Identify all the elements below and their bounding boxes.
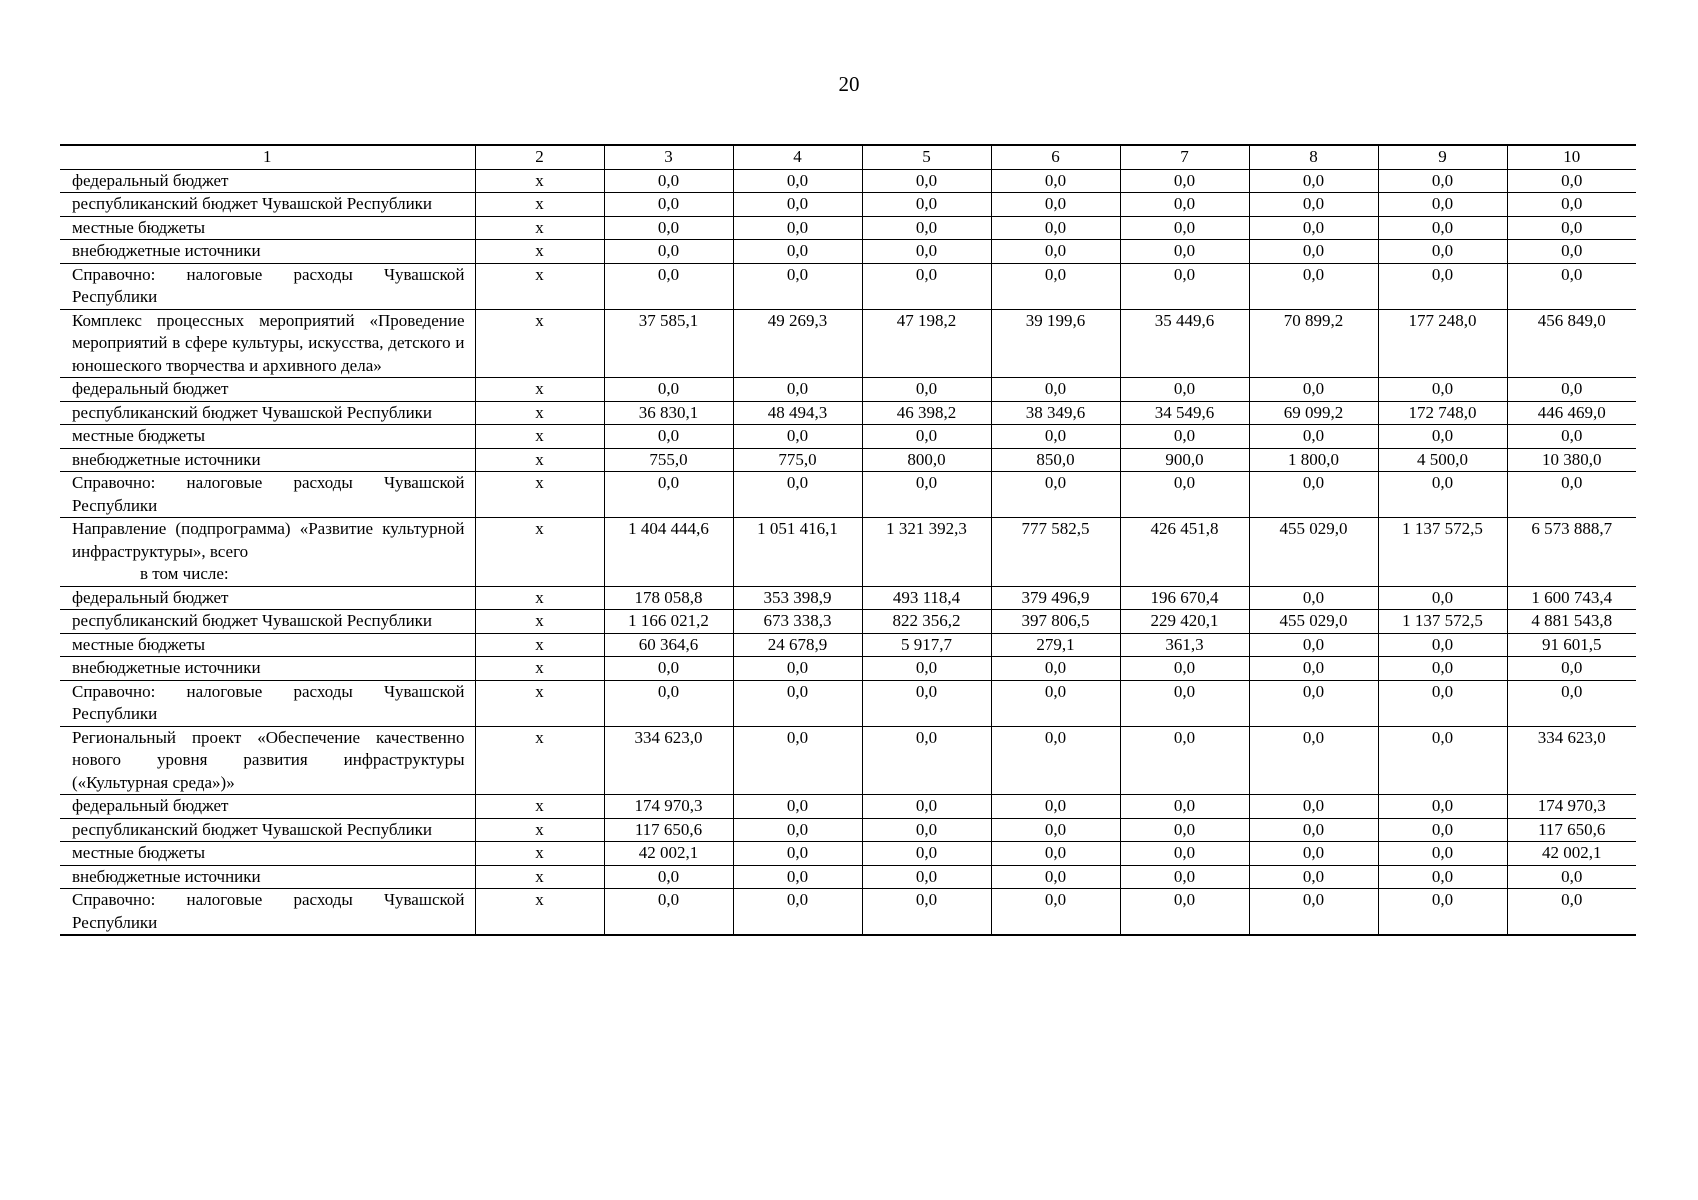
value-cell: 0,0 xyxy=(862,657,991,681)
row-label xyxy=(60,818,475,842)
value-cell: 0,0 xyxy=(991,818,1120,842)
value-cell: 0,0 xyxy=(862,818,991,842)
value-cell: 0,0 xyxy=(991,795,1120,819)
value-cell: 0,0 xyxy=(1378,169,1507,193)
value-cell: 0,0 xyxy=(1378,657,1507,681)
value-cell: 0,0 xyxy=(1249,795,1378,819)
value-cell: 0,0 xyxy=(862,889,991,936)
value-cell: 0,0 xyxy=(1249,657,1378,681)
col2-cell: х xyxy=(475,472,604,518)
value-cell: 0,0 xyxy=(733,378,862,402)
value-cell: 0,0 xyxy=(862,378,991,402)
table-row xyxy=(60,216,1636,240)
value-cell: 0,0 xyxy=(1120,472,1249,518)
value-cell: 0,0 xyxy=(991,889,1120,936)
col2-cell: х xyxy=(475,378,604,402)
value-cell: 397 806,5 xyxy=(991,610,1120,634)
value-cell: 24 678,9 xyxy=(733,633,862,657)
value-cell: 37 585,1 xyxy=(604,309,733,378)
row-label xyxy=(60,726,475,795)
value-cell: 174 970,3 xyxy=(604,795,733,819)
row-label-text: федеральный бюджет xyxy=(72,796,229,815)
value-cell: 0,0 xyxy=(1507,657,1636,681)
value-cell: 0,0 xyxy=(604,680,733,726)
value-cell: 1 166 021,2 xyxy=(604,610,733,634)
value-cell: 1 137 572,5 xyxy=(1378,518,1507,587)
value-cell: 850,0 xyxy=(991,448,1120,472)
value-cell: 0,0 xyxy=(862,842,991,866)
value-cell: 0,0 xyxy=(1378,586,1507,610)
value-cell: 0,0 xyxy=(862,795,991,819)
value-cell: 0,0 xyxy=(1249,240,1378,264)
value-cell: 0,0 xyxy=(1378,240,1507,264)
column-number-row xyxy=(60,145,1636,169)
table-row xyxy=(60,401,1636,425)
value-cell: 4 500,0 xyxy=(1378,448,1507,472)
value-cell: 0,0 xyxy=(1120,726,1249,795)
row-label xyxy=(60,657,475,681)
value-cell: 0,0 xyxy=(862,865,991,889)
row-label-text: местные бюджеты xyxy=(72,634,206,654)
value-cell: 0,0 xyxy=(1120,889,1249,936)
value-cell: 0,0 xyxy=(1120,378,1249,402)
value-cell: 0,0 xyxy=(1507,680,1636,726)
value-cell: 0,0 xyxy=(991,865,1120,889)
value-cell: 0,0 xyxy=(1249,633,1378,657)
value-cell: 117 650,6 xyxy=(604,818,733,842)
value-cell: 117 650,6 xyxy=(1507,818,1636,842)
col2-cell: х xyxy=(475,263,604,309)
row-label xyxy=(60,169,475,193)
value-cell: 47 198,2 xyxy=(862,309,991,378)
value-cell: 0,0 xyxy=(733,726,862,795)
row-label-text: Направление (подпрограмма) «Развитие культурной инфраструктуры», всего xyxy=(72,519,465,561)
value-cell: 34 549,6 xyxy=(1120,401,1249,425)
value-cell: 0,0 xyxy=(733,263,862,309)
row-label xyxy=(60,842,475,866)
value-cell: 0,0 xyxy=(991,193,1120,217)
value-cell: 446 469,0 xyxy=(1507,401,1636,425)
value-cell: 0,0 xyxy=(733,425,862,449)
value-cell: 0,0 xyxy=(1249,680,1378,726)
value-cell: 361,3 xyxy=(1120,633,1249,657)
value-cell: 0,0 xyxy=(1507,193,1636,217)
col2-cell: х xyxy=(475,633,604,657)
row-label-text: местные бюджеты xyxy=(72,217,206,237)
value-cell: 0,0 xyxy=(1378,842,1507,866)
row-label-text: Справочно: налоговые расходы Чувашской Республики xyxy=(72,890,465,932)
table-row xyxy=(60,633,1636,657)
value-cell: 0,0 xyxy=(1378,680,1507,726)
value-cell: 0,0 xyxy=(733,865,862,889)
value-cell: 0,0 xyxy=(604,216,733,240)
value-cell: 0,0 xyxy=(1120,169,1249,193)
value-cell: 755,0 xyxy=(604,448,733,472)
value-cell: 36 830,1 xyxy=(604,401,733,425)
row-label-text: федеральный бюджет xyxy=(72,587,229,607)
col2-cell: х xyxy=(475,726,604,795)
value-cell: 0,0 xyxy=(733,889,862,936)
value-cell: 10 380,0 xyxy=(1507,448,1636,472)
value-cell: 172 748,0 xyxy=(1378,401,1507,425)
value-cell: 1 051 416,1 xyxy=(733,518,862,587)
col2-cell: х xyxy=(475,842,604,866)
row-label xyxy=(60,610,475,634)
row-label xyxy=(60,401,475,425)
row-label xyxy=(60,633,475,657)
value-cell: 178 058,8 xyxy=(604,586,733,610)
value-cell: 0,0 xyxy=(1120,193,1249,217)
row-label xyxy=(60,378,475,402)
value-cell: 49 269,3 xyxy=(733,309,862,378)
value-cell: 48 494,3 xyxy=(733,401,862,425)
col2-cell: х xyxy=(475,216,604,240)
value-cell: 353 398,9 xyxy=(733,586,862,610)
value-cell: 279,1 xyxy=(991,633,1120,657)
value-cell: 42 002,1 xyxy=(1507,842,1636,866)
row-label-text: Региональный проект «Обеспечение качественно нового уровня развития инфраструктуры («Культурная среда»)» xyxy=(72,727,465,792)
value-cell: 0,0 xyxy=(1378,378,1507,402)
value-cell: 0,0 xyxy=(604,472,733,518)
row-label xyxy=(60,518,475,587)
value-cell: 0,0 xyxy=(604,889,733,936)
row-label-text: республиканский бюджет Чувашской Республики xyxy=(72,402,433,422)
column-number: 4 xyxy=(733,145,862,169)
value-cell: 0,0 xyxy=(1249,472,1378,518)
value-cell: 0,0 xyxy=(1120,680,1249,726)
value-cell: 0,0 xyxy=(1120,425,1249,449)
value-cell: 0,0 xyxy=(1507,263,1636,309)
table-row xyxy=(60,726,1636,795)
col2-cell: х xyxy=(475,818,604,842)
value-cell: 0,0 xyxy=(991,425,1120,449)
table-row xyxy=(60,309,1636,378)
value-cell: 0,0 xyxy=(1249,726,1378,795)
table-row xyxy=(60,586,1636,610)
value-cell: 0,0 xyxy=(1249,216,1378,240)
value-cell: 0,0 xyxy=(604,378,733,402)
value-cell: 0,0 xyxy=(991,472,1120,518)
column-number: 7 xyxy=(1120,145,1249,169)
value-cell: 379 496,9 xyxy=(991,586,1120,610)
value-cell: 0,0 xyxy=(991,842,1120,866)
value-cell: 0,0 xyxy=(1120,240,1249,264)
col2-cell: х xyxy=(475,240,604,264)
row-label xyxy=(60,309,475,378)
value-cell: 0,0 xyxy=(862,263,991,309)
row-label xyxy=(60,263,475,309)
value-cell: 0,0 xyxy=(1378,425,1507,449)
table-row xyxy=(60,842,1636,866)
value-cell: 900,0 xyxy=(1120,448,1249,472)
value-cell: 0,0 xyxy=(862,425,991,449)
value-cell: 69 099,2 xyxy=(1249,401,1378,425)
value-cell: 0,0 xyxy=(1249,169,1378,193)
value-cell: 70 899,2 xyxy=(1249,309,1378,378)
value-cell: 6 573 888,7 xyxy=(1507,518,1636,587)
value-cell: 0,0 xyxy=(1378,263,1507,309)
value-cell: 775,0 xyxy=(733,448,862,472)
value-cell: 0,0 xyxy=(1249,865,1378,889)
value-cell: 426 451,8 xyxy=(1120,518,1249,587)
value-cell: 0,0 xyxy=(862,472,991,518)
col2-cell: х xyxy=(475,518,604,587)
row-label-text: Справочно: налоговые расходы Чувашской Республики xyxy=(72,473,465,515)
table-body xyxy=(60,145,1636,935)
value-cell: 4 881 543,8 xyxy=(1507,610,1636,634)
value-cell: 174 970,3 xyxy=(1507,795,1636,819)
row-label xyxy=(60,865,475,889)
column-number: 6 xyxy=(991,145,1120,169)
table-row xyxy=(60,865,1636,889)
value-cell: 0,0 xyxy=(1378,216,1507,240)
row-label-text: республиканский бюджет Чувашской Республики xyxy=(72,819,433,839)
value-cell: 0,0 xyxy=(604,169,733,193)
value-cell: 334 623,0 xyxy=(1507,726,1636,795)
row-label xyxy=(60,193,475,217)
row-label-text: Справочно: налоговые расходы Чувашской Республики xyxy=(72,681,465,723)
table-row xyxy=(60,610,1636,634)
row-label xyxy=(60,680,475,726)
value-cell: 0,0 xyxy=(1507,240,1636,264)
row-label-text: внебюджетные источники xyxy=(72,658,261,677)
col2-cell: х xyxy=(475,193,604,217)
value-cell: 0,0 xyxy=(604,263,733,309)
value-cell: 0,0 xyxy=(991,169,1120,193)
table-row xyxy=(60,425,1636,449)
value-cell: 0,0 xyxy=(862,169,991,193)
value-cell: 0,0 xyxy=(733,842,862,866)
value-cell: 0,0 xyxy=(1507,169,1636,193)
value-cell: 0,0 xyxy=(1378,865,1507,889)
value-cell: 0,0 xyxy=(862,240,991,264)
value-cell: 0,0 xyxy=(733,240,862,264)
value-cell: 229 420,1 xyxy=(1120,610,1249,634)
value-cell: 46 398,2 xyxy=(862,401,991,425)
column-number: 9 xyxy=(1378,145,1507,169)
col2-cell: х xyxy=(475,448,604,472)
col2-cell: х xyxy=(475,309,604,378)
value-cell: 0,0 xyxy=(1120,216,1249,240)
row-label-text: местные бюджеты xyxy=(72,843,206,862)
value-cell: 822 356,2 xyxy=(862,610,991,634)
table-row xyxy=(60,472,1636,518)
value-cell: 0,0 xyxy=(1249,378,1378,402)
row-sublabel: в том числе: xyxy=(140,564,229,583)
value-cell: 0,0 xyxy=(733,818,862,842)
row-label xyxy=(60,240,475,264)
row-label-text: внебюджетные источники xyxy=(72,449,261,469)
value-cell: 0,0 xyxy=(991,680,1120,726)
row-label-text: местные бюджеты xyxy=(72,426,206,445)
value-cell: 493 118,4 xyxy=(862,586,991,610)
value-cell: 5 917,7 xyxy=(862,633,991,657)
value-cell: 91 601,5 xyxy=(1507,633,1636,657)
value-cell: 1 404 444,6 xyxy=(604,518,733,587)
value-cell: 39 199,6 xyxy=(991,309,1120,378)
page-number: 20 xyxy=(838,72,860,96)
value-cell: 35 449,6 xyxy=(1120,309,1249,378)
column-number: 2 xyxy=(475,145,604,169)
col2-cell: х xyxy=(475,169,604,193)
value-cell: 0,0 xyxy=(1378,472,1507,518)
row-label xyxy=(60,425,475,449)
value-cell: 0,0 xyxy=(604,865,733,889)
value-cell: 0,0 xyxy=(733,193,862,217)
value-cell: 456 849,0 xyxy=(1507,309,1636,378)
value-cell: 0,0 xyxy=(1249,842,1378,866)
budget-table xyxy=(60,144,1636,936)
col2-cell: х xyxy=(475,657,604,681)
value-cell: 0,0 xyxy=(1507,378,1636,402)
table-row xyxy=(60,378,1636,402)
row-label-text: внебюджетные источники xyxy=(72,241,261,260)
value-cell: 0,0 xyxy=(733,657,862,681)
value-cell: 0,0 xyxy=(1378,193,1507,217)
table-row xyxy=(60,448,1636,472)
value-cell: 0,0 xyxy=(1249,425,1378,449)
table-row xyxy=(60,518,1636,587)
table-row xyxy=(60,657,1636,681)
value-cell: 0,0 xyxy=(1378,795,1507,819)
value-cell: 177 248,0 xyxy=(1378,309,1507,378)
table-row xyxy=(60,680,1636,726)
value-cell: 0,0 xyxy=(1249,818,1378,842)
col2-cell: х xyxy=(475,610,604,634)
row-label xyxy=(60,472,475,518)
value-cell: 0,0 xyxy=(733,795,862,819)
row-label-text: внебюджетные источники xyxy=(72,866,261,886)
value-cell: 0,0 xyxy=(1507,865,1636,889)
row-label-text: Справочно: налоговые расходы Чувашской Республики xyxy=(72,264,465,306)
table-row xyxy=(60,795,1636,819)
table-row xyxy=(60,263,1636,309)
value-cell: 1 321 392,3 xyxy=(862,518,991,587)
col2-cell: х xyxy=(475,586,604,610)
value-cell: 1 137 572,5 xyxy=(1378,610,1507,634)
row-label xyxy=(60,889,475,936)
value-cell: 0,0 xyxy=(1249,889,1378,936)
value-cell: 0,0 xyxy=(1120,818,1249,842)
value-cell: 0,0 xyxy=(604,240,733,264)
value-cell: 0,0 xyxy=(1249,263,1378,309)
row-label xyxy=(60,216,475,240)
col2-cell: х xyxy=(475,889,604,936)
column-number: 10 xyxy=(1507,145,1636,169)
value-cell: 0,0 xyxy=(733,216,862,240)
value-cell: 0,0 xyxy=(733,169,862,193)
value-cell: 38 349,6 xyxy=(991,401,1120,425)
value-cell: 0,0 xyxy=(1120,795,1249,819)
value-cell: 0,0 xyxy=(1507,425,1636,449)
value-cell: 0,0 xyxy=(1120,865,1249,889)
value-cell: 455 029,0 xyxy=(1249,518,1378,587)
row-label xyxy=(60,448,475,472)
row-label xyxy=(60,795,475,819)
value-cell: 0,0 xyxy=(991,726,1120,795)
value-cell: 196 670,4 xyxy=(1120,586,1249,610)
value-cell: 0,0 xyxy=(1249,586,1378,610)
table-row xyxy=(60,240,1636,264)
column-number: 8 xyxy=(1249,145,1378,169)
value-cell: 0,0 xyxy=(991,378,1120,402)
value-cell: 0,0 xyxy=(991,263,1120,309)
value-cell: 0,0 xyxy=(991,240,1120,264)
col2-cell: х xyxy=(475,795,604,819)
value-cell: 0,0 xyxy=(1378,726,1507,795)
value-cell: 0,0 xyxy=(1507,472,1636,518)
value-cell: 1 600 743,4 xyxy=(1507,586,1636,610)
table-row xyxy=(60,169,1636,193)
col2-cell: х xyxy=(475,401,604,425)
value-cell: 0,0 xyxy=(862,193,991,217)
value-cell: 1 800,0 xyxy=(1249,448,1378,472)
table-row xyxy=(60,889,1636,936)
col2-cell: х xyxy=(475,865,604,889)
value-cell: 0,0 xyxy=(862,216,991,240)
value-cell: 0,0 xyxy=(733,680,862,726)
col2-cell: х xyxy=(475,425,604,449)
value-cell: 777 582,5 xyxy=(991,518,1120,587)
value-cell: 0,0 xyxy=(1249,193,1378,217)
value-cell: 334 623,0 xyxy=(604,726,733,795)
value-cell: 60 364,6 xyxy=(604,633,733,657)
row-label xyxy=(60,586,475,610)
row-label-text: федеральный бюджет xyxy=(72,379,229,398)
value-cell: 0,0 xyxy=(1507,216,1636,240)
value-cell: 0,0 xyxy=(1378,633,1507,657)
column-number: 1 xyxy=(60,145,475,169)
value-cell: 0,0 xyxy=(604,425,733,449)
value-cell: 0,0 xyxy=(1507,889,1636,936)
column-number: 5 xyxy=(862,145,991,169)
value-cell: 0,0 xyxy=(991,216,1120,240)
col2-cell: х xyxy=(475,680,604,726)
value-cell: 0,0 xyxy=(604,657,733,681)
row-label-text: республиканский бюджет Чувашской Республики xyxy=(72,194,433,213)
value-cell: 0,0 xyxy=(1378,889,1507,936)
row-label-text: республиканский бюджет Чувашской Республики xyxy=(72,611,433,630)
value-cell: 800,0 xyxy=(862,448,991,472)
column-number: 3 xyxy=(604,145,733,169)
value-cell: 0,0 xyxy=(991,657,1120,681)
value-cell: 455 029,0 xyxy=(1249,610,1378,634)
value-cell: 0,0 xyxy=(1120,842,1249,866)
value-cell: 0,0 xyxy=(862,726,991,795)
row-label-text: Комплекс процессных мероприятий «Проведение мероприятий в сфере культуры, искусства, детского и юношеского творчества и архивного дела» xyxy=(72,310,465,375)
value-cell: 0,0 xyxy=(862,680,991,726)
row-label-text: федеральный бюджет xyxy=(72,170,229,190)
value-cell: 0,0 xyxy=(733,472,862,518)
value-cell: 0,0 xyxy=(1120,657,1249,681)
table-row xyxy=(60,193,1636,217)
value-cell: 673 338,3 xyxy=(733,610,862,634)
value-cell: 0,0 xyxy=(1120,263,1249,309)
table-row xyxy=(60,818,1636,842)
value-cell: 42 002,1 xyxy=(604,842,733,866)
value-cell: 0,0 xyxy=(604,193,733,217)
value-cell: 0,0 xyxy=(1378,818,1507,842)
